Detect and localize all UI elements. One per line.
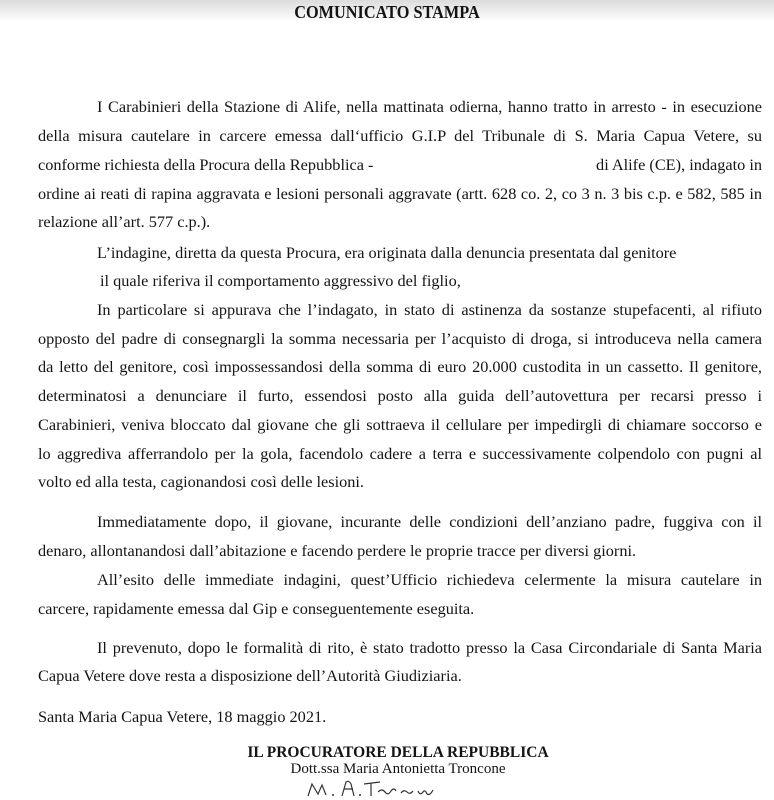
text-line: relazione all’art. 577 c.p.). (38, 212, 211, 231)
text-line: Immediatamente dopo, il giovane, incurante delle condizioni dell’anziano padre, fuggiva con il (97, 512, 762, 531)
handwritten-signature (300, 776, 440, 800)
text-line: L’indagine, diretta da questa Procura, era originata dalla denuncia presentata dal genitore (97, 243, 677, 262)
text-line: I Carabinieri della Stazione di Alife, nella mattinata odierna, hanno tratto in arresto - in esecuzione (97, 97, 762, 116)
text-line: volto ed alla testa, cagionandosi così delle lesioni. (38, 472, 364, 491)
document-title: COMUNICATO STAMPA (294, 2, 480, 22)
text-line: determinatosi a denunciare il furto, essendosi posto alla guida dell’autovettura per recarsi presso i (38, 386, 762, 405)
text-line: Capua Vetere dove resta a disposizione dell’Autorità Giudiziaria. (38, 666, 462, 685)
signer-title: IL PROCURATORE DELLA REPUBBLICA (247, 744, 549, 761)
text-line: Carabinieri, veniva bloccato dal giovane che gli sottraeva il cellulare per impedirgli di chiamare soccorso e (38, 415, 762, 434)
text-line: lo aggrediva afferrandolo per la gola, facendolo cadere a terra e successivamente colpendolo con pugni al (38, 444, 762, 463)
text-line: il quale riferiva il comportamento aggressivo del figlio, (100, 271, 461, 290)
text-line: carcere, rapidamente emessa dal Gip e conseguentemente eseguita. (38, 599, 475, 618)
text-line: opposto del padre di consegnargli la somma necessaria per l’acquisto di droga, si introduceva nella camera (38, 329, 762, 348)
text-line: denaro, allontanandosi dall’abitazione e facendo perdere le proprie tracce per diversi giorni. (38, 541, 637, 560)
text-line-part: di Alife (CE), indagato in (596, 155, 762, 174)
text-line: Il prevenuto, dopo le formalità di rito, è stato tradotto presso la Casa Circondariale di Santa Maria (97, 638, 762, 657)
text-line: della misura cautelare in carcere emessa dall‘ufficio G.I.P del Tribunale di S. Maria Capua Vetere, su (38, 126, 762, 145)
text-line: da letto del genitore, così impossessandosi della somma di euro 20.000 custodita in un cassetto. Il genitore, (38, 357, 762, 376)
text-line (38, 155, 762, 175)
text-line: In particolare si appurava che l’indagato, in stato di astinenza da sostanze stupefacenti, al rifiuto (97, 300, 762, 319)
place-date: Santa Maria Capua Vetere, 18 maggio 2021. (38, 707, 327, 726)
text-line: All’esito delle immediate indagini, quest’Ufficio richiedeva celermente la misura cautelare in (97, 570, 762, 589)
text-line: ordine ai reati di rapina aggravata e lesioni personali aggravate (artt. 628 co. 2, co 3 n. 3 bis c.p. e 582, 585 in (38, 184, 762, 203)
text-line-part: conforme richiesta della Procura della Repubblica - (38, 155, 374, 174)
signer-name: Dott.ssa Maria Antonietta Troncone (290, 761, 506, 777)
